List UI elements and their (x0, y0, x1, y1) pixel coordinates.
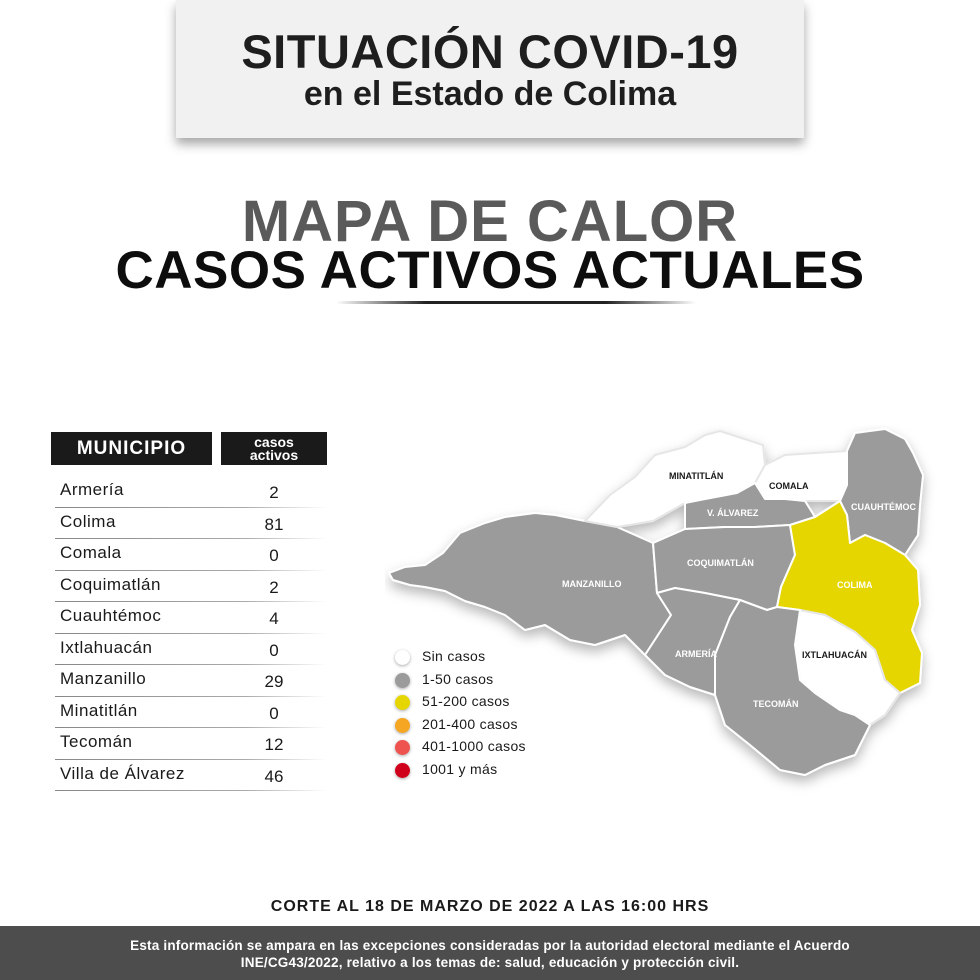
table-row (51, 571, 326, 603)
label-colima: COLIMA (837, 580, 873, 590)
legend-item (392, 646, 562, 669)
region-comala (755, 451, 847, 501)
row-municipio: Comala (60, 543, 122, 562)
legend-item (392, 714, 562, 737)
legend-label: 201-400 casos (422, 715, 518, 732)
row-casos: 2 (269, 483, 279, 502)
table-header-casos (221, 432, 327, 465)
row-casos: 2 (269, 577, 279, 597)
row-municipio: Cuauhtémoc (60, 606, 162, 625)
map-legend (392, 646, 562, 782)
footer-disclaimer (0, 926, 980, 980)
legend-swatch (395, 650, 410, 665)
row-municipio: Ixtlahuacán (60, 637, 153, 657)
row-municipio: Manzanillo (60, 669, 147, 688)
label-armeria: ARMERÍA (675, 649, 717, 659)
row-municipio: Coquimatlán (60, 574, 161, 594)
label-coquimatlan: COQUIMATLÁN (687, 558, 754, 568)
municipio-table (51, 476, 326, 791)
footer-line-2: INE/CG43/2022, relativo a los temas de: salud, educación y protección civil. (240, 955, 740, 970)
table-header-municipio: MUNICIPIO (51, 432, 212, 465)
header-title: SITUACIÓN COVID-19 (241, 25, 739, 78)
row-casos: 0 (269, 640, 279, 660)
legend-label: 1001 y más (422, 760, 498, 777)
row-casos: 0 (269, 546, 279, 565)
legend-swatch (395, 740, 410, 755)
row-casos: 12 (264, 735, 284, 754)
legend-item (392, 669, 562, 692)
legend-swatch (395, 763, 410, 778)
label-manzanillo: MANZANILLO (562, 579, 622, 589)
legend-item (392, 759, 562, 782)
legend-label: 401-1000 casos (422, 738, 526, 755)
table-row (51, 665, 326, 697)
legend-swatch (395, 673, 410, 688)
table-row (51, 634, 326, 666)
footer-line-1: Esta información se ampara en las excepciones consideradas por la autoridad electoral mediante el Acuerdo (130, 938, 850, 953)
cutoff-date: CORTE AL 18 DE MARZO DE 2022 A LAS 16:00 HRS (270, 898, 710, 915)
title-divider (336, 301, 696, 304)
label-comala: COMALA (769, 481, 809, 491)
row-casos: 0 (269, 703, 279, 723)
label-minatitlan: MINATITLÁN (669, 471, 724, 481)
legend-item (392, 691, 562, 714)
table-row (51, 508, 326, 540)
table-row (51, 476, 326, 508)
table-row (51, 728, 326, 760)
table-row (51, 602, 326, 634)
label-valvarez: V. ÁLVAREZ (707, 508, 759, 518)
row-municipio: Colima (60, 511, 116, 531)
header-subtitle: en el Estado de Colima (303, 75, 677, 113)
legend-item (392, 736, 562, 759)
header-box (176, 0, 804, 138)
heatmap-title: MAPA DE CALOR (241, 189, 739, 254)
row-municipio: Minatitlán (60, 700, 138, 720)
legend-label: 1-50 casos (422, 670, 494, 687)
label-cuauhtemoc: CUAUHTÉMOC (851, 502, 916, 512)
label-tecoman: TECOMÁN (753, 699, 799, 709)
row-municipio: Armería (60, 480, 124, 499)
label-ixtlahuacan: IXTLAHUACÁN (802, 650, 867, 660)
table-row (51, 539, 326, 571)
table-header-casos-line1: casos (254, 434, 294, 450)
table-row (51, 697, 326, 729)
legend-label: Sin casos (422, 648, 486, 664)
region-manzanillo (389, 513, 671, 655)
row-casos: 29 (264, 672, 284, 691)
row-casos: 81 (264, 514, 284, 534)
legend-label: 51-200 casos (422, 693, 510, 710)
row-municipio: Villa de Álvarez (60, 763, 185, 783)
row-municipio: Tecomán (60, 732, 133, 751)
table-header-casos-line2: activos (249, 447, 299, 463)
legend-swatch (395, 695, 410, 710)
row-casos: 46 (264, 766, 284, 786)
heatmap-subtitle: CASOS ACTIVOS ACTUALES (115, 241, 865, 300)
legend-swatch (395, 718, 410, 733)
table-row (51, 760, 326, 792)
row-casos: 4 (269, 609, 279, 628)
region-cuauhtemoc (840, 429, 923, 555)
